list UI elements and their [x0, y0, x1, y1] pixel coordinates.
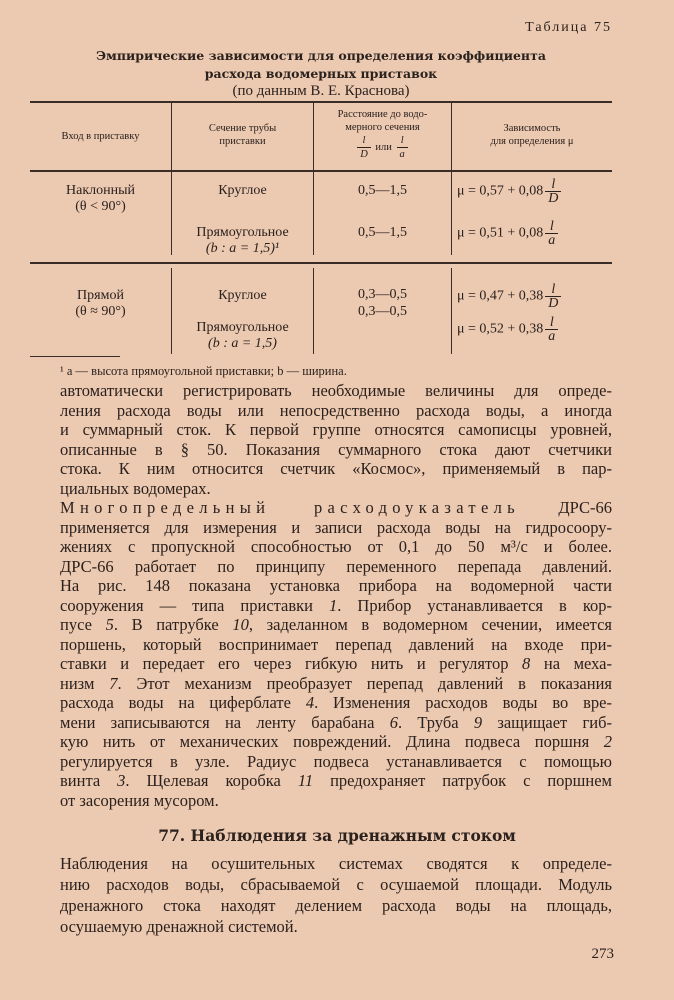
- text-segment: нию расходов воды, сбрасываемой с осушаемой площади. Модуль: [60, 875, 612, 894]
- text-segment: винта: [60, 771, 118, 790]
- distance-cell: 0,5—1,5: [358, 183, 407, 198]
- row-entry: [30, 288, 171, 320]
- text-segment: . Щелевая коробка: [125, 771, 298, 790]
- page-number: 273: [591, 946, 614, 962]
- text-segment: расхода воды на циферблате: [60, 693, 306, 712]
- figure-reference: 11: [297, 771, 314, 790]
- section-ratio: (b : a = 1,5)¹: [205, 241, 280, 256]
- figure-reference: 1: [329, 595, 338, 615]
- section-cell: [172, 225, 313, 257]
- formula-cell: μ = 0,57 + 0,08 $\frac{l}{D}$: [457, 178, 563, 205]
- formula-cell: μ = 0,47 + 0,38 $\frac{l}{D}$: [457, 283, 563, 310]
- figure-reference: 9: [473, 712, 483, 732]
- text-line: [60, 771, 612, 791]
- text-segment: и суммарный сток. К первой группе относятся самописцы уровней,: [60, 420, 612, 439]
- figure-reference: 5: [105, 615, 114, 634]
- text-line: [60, 381, 612, 401]
- text-segment: дренажного стока находят делением расхода воды на площадь,: [60, 896, 612, 915]
- text-segment: ставки и передает его через гибкую нить и регулятор: [60, 654, 523, 673]
- header-distance-line1: Расстояние до водо-: [337, 109, 428, 120]
- text-segment: поршень, который воспринимает перепад давлений на входе при-: [60, 634, 612, 654]
- text-line: [60, 674, 612, 694]
- text-line: [60, 916, 612, 937]
- text-line: [60, 401, 612, 421]
- text-line: [60, 752, 612, 772]
- text-line: [60, 576, 612, 596]
- row-entry: [30, 183, 171, 215]
- section-name: Прямоугольное: [196, 320, 289, 335]
- text-segment: , заделанном в водомерном сечении, имеется: [248, 615, 612, 634]
- text-segment: . В патрубке: [113, 615, 233, 634]
- text-line: [60, 732, 612, 752]
- text-segment: защищает гиб-: [482, 712, 612, 732]
- table-top-rule: [30, 101, 612, 103]
- text-line: [60, 713, 612, 733]
- text-segment: На рис. 148 показана установка прибора на водомерной части: [60, 576, 612, 595]
- text-segment: жениях с пропускной способностью от 0,1 до 50 м³/с и более.: [60, 537, 612, 556]
- text-segment: регулируется в узле. Радиус подвеса устанавливается с помощью: [60, 751, 612, 771]
- section-cell: Круглое: [218, 288, 267, 303]
- text-segment: сооружения — типа приставки: [60, 595, 330, 615]
- text-segment: применяется для измерения и записи расхода воды на гидросоору-: [60, 517, 612, 537]
- text-segment: от засорения мусором.: [60, 790, 219, 810]
- text-segment: описанные в § 50. Показания суммарного стока дают счетчики: [60, 439, 612, 459]
- text-line: [60, 874, 612, 895]
- footnote-rule: [30, 356, 120, 357]
- distance-cell: 0,3—0,5: [358, 287, 407, 302]
- header-section-line1: Сечение трубы: [208, 123, 277, 134]
- text-segment: . Прибор устанавливается в кор-: [337, 595, 612, 615]
- text-segment: ДРС-66: [519, 498, 612, 517]
- section-cell: Круглое: [218, 183, 267, 198]
- figure-reference: 7: [109, 673, 118, 693]
- text-line: [60, 635, 612, 655]
- header-or: или: [375, 141, 392, 153]
- text-segment: пусе: [60, 615, 106, 634]
- text-segment: ДРС-66 работает по принципу переменного перепада давлений.: [60, 556, 612, 576]
- text-line: [60, 498, 612, 518]
- row-rule: [30, 262, 612, 264]
- text-line: [60, 479, 612, 499]
- figure-reference: 4: [305, 693, 315, 712]
- table-caption-line3: (по данным В. Е. Краснова): [232, 83, 410, 99]
- text-line: [60, 693, 612, 713]
- section-text: [60, 853, 612, 937]
- text-segment: предохраняет патрубок с поршнем: [313, 771, 612, 790]
- fraction-l-over-D: $\frac{l}{D}$: [357, 134, 371, 161]
- header-dependence: [452, 122, 612, 148]
- figure-reference: 6: [389, 712, 398, 732]
- entry-name: Прямой: [77, 288, 124, 303]
- entry-name: Наклонный: [66, 183, 135, 198]
- text-line: [60, 440, 612, 460]
- text-segment: низм: [60, 673, 110, 693]
- header-entry: Вход в приставку: [61, 131, 140, 142]
- figure-reference: 3: [117, 771, 126, 790]
- entry-angle: (θ ≈ 90°): [75, 304, 126, 319]
- text-line: [60, 895, 612, 916]
- distance-cell: 0,5—1,5: [358, 225, 407, 240]
- section-name: Прямоугольное: [196, 225, 289, 240]
- figure-reference: 2: [603, 732, 612, 751]
- body-text: [60, 381, 612, 810]
- header-dependence-line1: Зависимость: [503, 123, 561, 134]
- figure-reference: 10: [232, 615, 249, 634]
- text-segment: на меха-: [530, 654, 612, 673]
- formula-cell: μ = 0,51 + 0,08 $\frac{l}{a}$: [457, 220, 560, 247]
- text-line: [60, 420, 612, 440]
- header-distance: [314, 108, 451, 161]
- text-line: [60, 596, 612, 616]
- entry-angle: (θ < 90°): [75, 199, 126, 214]
- text-line: [60, 791, 612, 811]
- header-section: [172, 122, 313, 148]
- text-segment: . Этот механизм преобразует перепад давлений в показания: [117, 673, 612, 693]
- header-section-line2: приставки: [219, 136, 266, 147]
- table-caption-line1: Эмпирические зависимости для определения коэффициента: [96, 48, 546, 63]
- section-heading: 77. Наблюдения за дренажным стоком: [158, 826, 516, 845]
- text-segment: мени записываются на ленту барабана: [60, 712, 390, 732]
- text-segment: кую нить от механических повреждений. Длина подвеса поршня: [60, 732, 604, 751]
- text-segment: циальных водомерах.: [60, 478, 211, 498]
- text-line: [60, 853, 612, 874]
- fraction-l-over-a: $\frac{l}{a}$: [397, 134, 408, 161]
- text-segment: Наблюдения на осушительных системах сводятся к определе-: [60, 854, 612, 873]
- table-number: Таблица 75: [525, 20, 612, 35]
- footnote: ¹ a — высота прямоугольной приставки; b — ширина.: [60, 364, 347, 378]
- table-caption-line2: расхода водомерных приставок: [204, 66, 438, 81]
- distance-cell: 0,3—0,5: [358, 304, 407, 319]
- text-segment: . Труба: [397, 712, 474, 732]
- text-segment: осушаемую дренажной системой.: [60, 917, 298, 936]
- text-segment: стока. К ним относится счетчик «Космос», применяемый в пар-: [60, 459, 612, 478]
- text-segment: Многопредельный расходоуказатель: [60, 498, 520, 517]
- text-line: [60, 654, 612, 674]
- text-line: [60, 459, 612, 479]
- text-segment: автоматически регистрировать необходимые величины для опреде-: [60, 381, 612, 400]
- text-segment: ления расхода воды или непосредственно расхода воды, а иногда: [60, 400, 612, 420]
- text-line: [60, 557, 612, 577]
- text-line: [60, 615, 612, 635]
- header-distance-line2: мерного сечения: [345, 122, 420, 133]
- section-ratio: (b : a = 1,5): [208, 336, 277, 351]
- figure-reference: 8: [522, 654, 531, 673]
- column-divider: [451, 268, 452, 354]
- text-line: [60, 518, 612, 538]
- text-segment: . Изменения расходов воды во вре-: [314, 693, 612, 712]
- section-cell: [172, 320, 313, 352]
- text-line: [60, 537, 612, 557]
- formula-cell: μ = 0,52 + 0,38 $\frac{l}{a}$: [457, 316, 560, 343]
- header-rule: [30, 170, 612, 172]
- header-dependence-line2: для определения μ: [490, 136, 574, 147]
